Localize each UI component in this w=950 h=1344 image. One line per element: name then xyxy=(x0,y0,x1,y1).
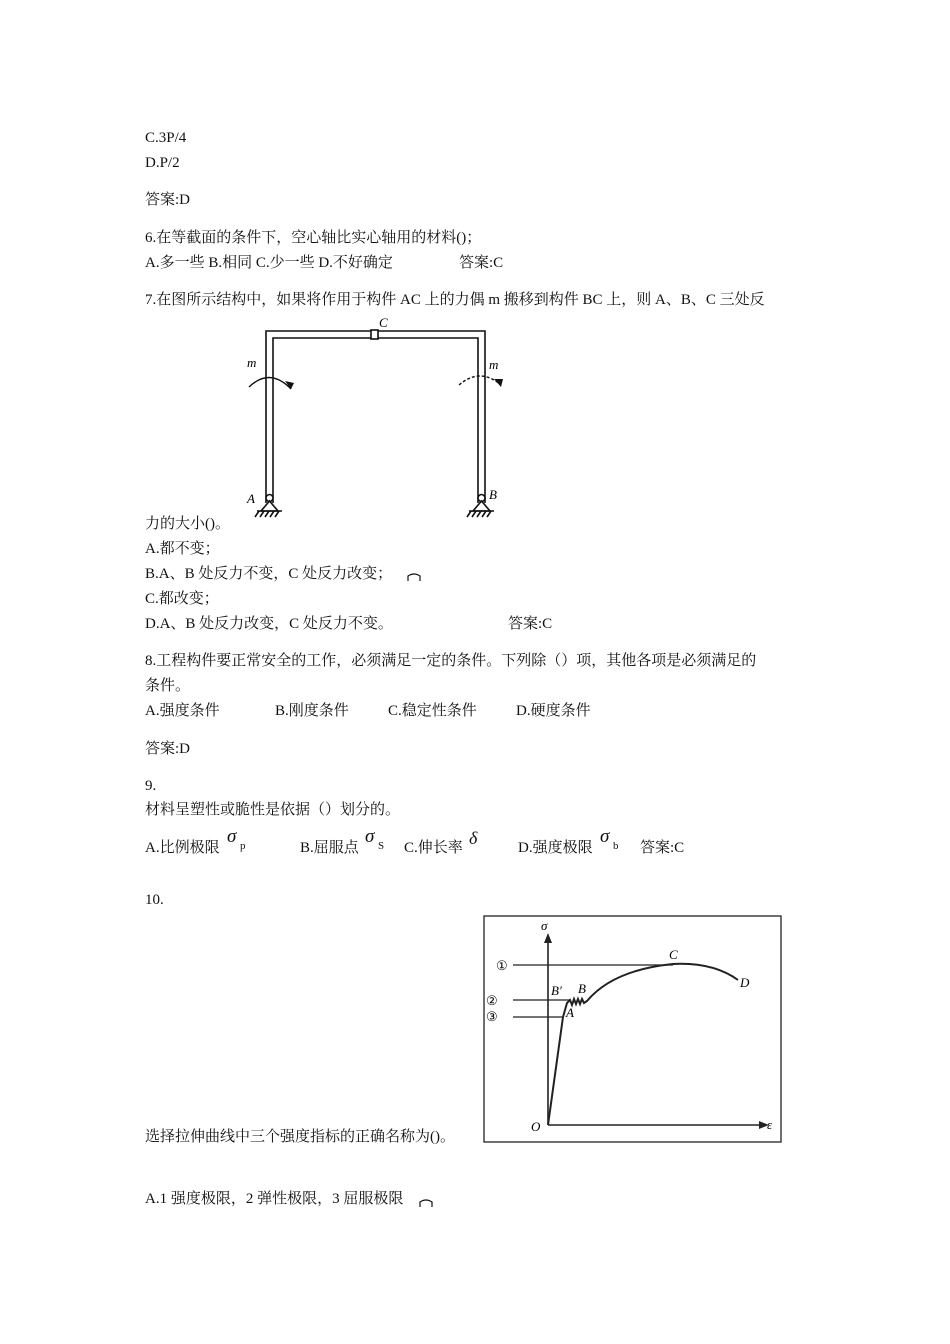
sigma-symbol: σ xyxy=(227,826,237,847)
question-10-text: 选择拉伸曲线中三个强度指标的正确名称为()。 xyxy=(145,1129,455,1145)
question-8-option-b: B.刚度条件 xyxy=(275,703,349,719)
question-8-line1: 8.工程构件要正常安全的工作，必须满足一定的条件。下列除（）项，其他各项是必须满足的 xyxy=(145,653,757,669)
subscript-s: S xyxy=(378,840,385,852)
label-three: ③ xyxy=(486,1009,498,1024)
question-8-line2: 条件。 xyxy=(145,678,191,694)
question-6-options: A.多一些 B.相同 C.少一些 D.不好确定 xyxy=(145,255,393,271)
question-9-option-b: B.屈服点 xyxy=(300,840,359,856)
portal-frame-figure xyxy=(235,315,525,525)
question-10-number: 10. xyxy=(145,892,164,908)
label-a: A xyxy=(566,1005,574,1020)
label-b-prime: B′ xyxy=(551,983,562,998)
question-8-option-d: D.硬度条件 xyxy=(516,703,591,719)
label-two: ② xyxy=(486,993,498,1008)
question-7-continued: 力的大小()。 xyxy=(145,516,230,532)
subscript-p: p xyxy=(240,840,246,852)
sigma-symbol: σ xyxy=(600,826,610,847)
question-7-option-a: A.都不变； xyxy=(145,541,220,557)
label-epsilon: ε xyxy=(767,1117,773,1132)
question-7: 7.在图所示结构中，如果将作用于构件 AC 上的力偶 m 搬移到构件 BC 上，则 A、B、C 三处反 xyxy=(145,292,765,308)
paragraph-mark-icon xyxy=(418,1198,434,1208)
question-9-number: 9. xyxy=(145,778,157,794)
label-m-right: m xyxy=(489,357,499,372)
label-d: D xyxy=(740,975,750,990)
question-10-option-a: A.1 强度极限，2 弹性极限，3 屈服极限 xyxy=(145,1191,404,1207)
question-9-option-a: A.比例极限 xyxy=(145,840,220,856)
answer-q8: 答案:D xyxy=(145,741,191,757)
question-9-text: 材料呈塑性或脆性是依据（）划分的。 xyxy=(145,802,401,818)
question-8-option-c: C.稳定性条件 xyxy=(388,703,477,719)
stress-strain-figure xyxy=(483,915,785,1145)
option-d: D.P/2 xyxy=(145,155,180,171)
question-7-option-d: D.A、B 处反力改变，C 处反力不变。 xyxy=(145,616,393,632)
label-b: B xyxy=(578,981,586,996)
label-sigma: σ xyxy=(541,918,548,933)
question-9-option-c: C.伸长率 xyxy=(404,840,463,856)
label-a: A xyxy=(247,491,255,506)
question-9-option-d: D.强度极限 xyxy=(518,840,593,856)
label-c: C xyxy=(379,315,388,330)
answer-q7: 答案:C xyxy=(508,616,553,632)
answer-q9: 答案:C xyxy=(640,840,685,856)
question-6: 6.在等截面的条件下，空心轴比实心轴用的材料()； xyxy=(145,230,482,246)
answer-q6: 答案:C xyxy=(459,255,504,271)
sigma-symbol: σ xyxy=(365,826,375,847)
label-c: C xyxy=(669,947,678,962)
question-7-option-b: B.A、B 处反力不变，C 处反力改变； xyxy=(145,566,393,582)
subscript-b: b xyxy=(613,840,619,852)
label-m-left: m xyxy=(247,355,257,370)
question-8-option-a: A.强度条件 xyxy=(145,703,220,719)
delta-symbol: δ xyxy=(469,828,478,848)
option-c: C.3P/4 xyxy=(145,130,187,146)
answer-q5: 答案:D xyxy=(145,192,191,208)
paragraph-mark-icon xyxy=(406,572,422,582)
label-o: O xyxy=(531,1119,541,1134)
label-one: ① xyxy=(496,958,508,973)
question-7-option-c: C.都改变； xyxy=(145,591,219,607)
label-b: B xyxy=(489,487,497,502)
